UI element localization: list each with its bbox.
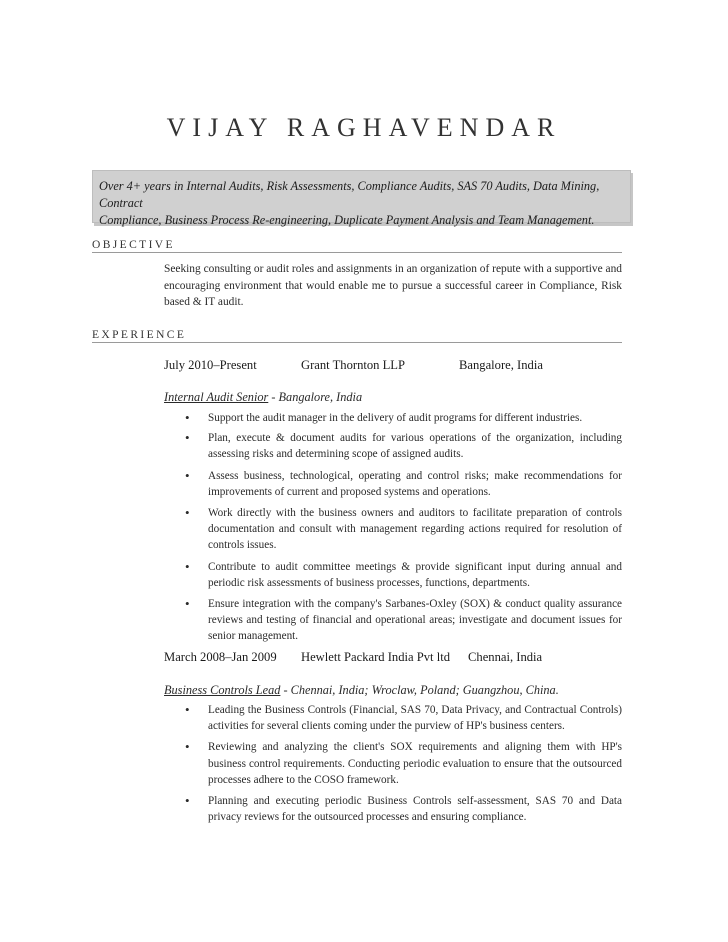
- duty-item: • Plan, execute & document audits for various operations of the organization, including assessing risks and determining scope of assigned audits.: [164, 430, 622, 462]
- summary-line-1: Over 4+ years in Internal Audits, Risk Assessments, Compliance Audits, SAS 70 Audits, Data Mining, Contract: [99, 179, 600, 210]
- job-role-location: - Chennai, India; Wroclaw, Poland; Guangzhou, China.: [280, 683, 559, 697]
- job-role-title: Business Controls Lead: [164, 683, 281, 697]
- job-duties-list: [164, 410, 622, 645]
- job-company: Grant Thornton LLP: [301, 358, 406, 372]
- job-company: Hewlett Packard India Pvt ltd: [301, 650, 450, 664]
- summary-text: [99, 178, 630, 229]
- duty-item: • Ensure integration with the company's Sarbanes-Oxley (SOX) & conduct quality assurance reviews and testing of financial and operational areas; investigate and document issues for senior management.: [164, 596, 622, 645]
- duty-item: • Leading the Business Controls (Financial, SAS 70, Data Privacy, and Contractual Controls) activities for several clients coming under the purview of HP's business centers.: [164, 702, 622, 734]
- job-role-location: - Bangalore, India: [268, 390, 363, 404]
- job-location: Chennai, India: [468, 650, 543, 664]
- duty-item: • Reviewing and analyzing the client's SOX requirements and aligning them with HP's business control requirements. Conducting periodic evaluation to ensure that the outsourced processes adhere to the COSO framework.: [164, 739, 622, 788]
- job-period: July 2010–Present: [164, 358, 257, 372]
- duty-item: • Support the audit manager in the delivery of audit programs for different industries.: [164, 410, 622, 426]
- candidate-name: VIJAY RAGHAVENDAR: [166, 113, 562, 142]
- summary-line-2: Compliance, Business Process Re-engineering, Duplicate Payment Analysis and Team Management.: [99, 213, 595, 227]
- experience-heading: EXPERIENCE: [92, 329, 622, 343]
- objective-heading: OBJECTIVE: [92, 239, 622, 253]
- job-location: Bangalore, India: [459, 358, 543, 372]
- job-role: [164, 683, 559, 698]
- duty-item: • Contribute to audit committee meetings & provide significant input during annual and periodic risk assessments of business processes, functions, departments.: [164, 559, 622, 591]
- job-role: [164, 390, 362, 405]
- objective-text: Seeking consulting or audit roles and assignments in an organization of repute with a supportive and encouraging environment that would enable me to pursue a successful career in Compliance, Risk based & IT audit.: [164, 263, 622, 308]
- job-period: March 2008–Jan 2009: [164, 650, 277, 664]
- job-duties-list: [164, 702, 622, 825]
- duty-item: • Assess business, technological, operating and control risks; make recommendations for improvements of current and proposed systems and operations.: [164, 468, 622, 500]
- duty-item: • Planning and executing periodic Business Controls self-assessment, SAS 70 and Data privacy reviews for the outsourced processes and ensuring compliance.: [164, 793, 622, 825]
- duty-item: • Work directly with the business owners and auditors to facilitate preparation of controls documentation and consult with management regarding actions required for resolution of controls issues.: [164, 505, 622, 554]
- summary-box: [92, 170, 631, 227]
- job-role-title: Internal Audit Senior: [164, 390, 269, 404]
